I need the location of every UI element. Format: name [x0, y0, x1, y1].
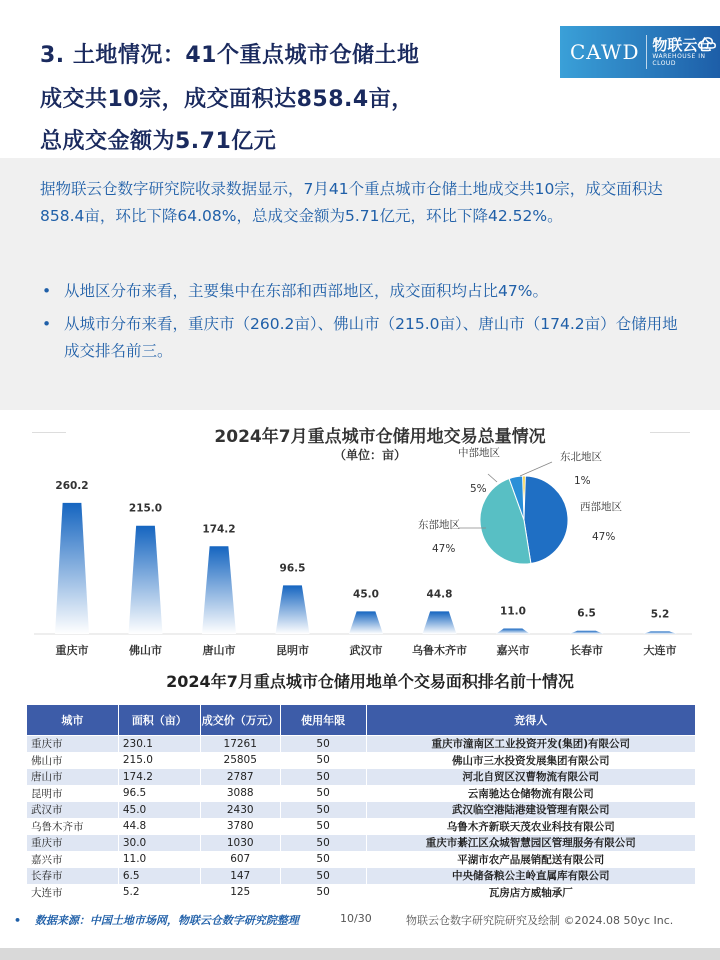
cell-area: 6.5	[118, 868, 200, 885]
cell-city: 乌鲁木齐市	[27, 818, 119, 835]
bar-and-pie-chart	[0, 410, 720, 670]
bar-category-label: 长春市	[570, 644, 603, 657]
cell-price: 3780	[200, 818, 280, 835]
cell-term: 50	[280, 752, 366, 769]
cell-term: 50	[280, 851, 366, 868]
pie-label-name: 东北地区	[560, 451, 602, 463]
page-number: 10/30	[340, 912, 372, 925]
cell-term: 50	[280, 769, 366, 786]
pie-slice-西部地区	[524, 476, 568, 563]
bar-乌鲁木齐市	[423, 611, 457, 634]
summary-paragraph: 据物联云仓数字研究院收录数据显示，7月41个重点城市仓储土地成交共10宗，成交面积达858.4亩，环比下降64.08%，总成交金额为5.71亿元，环比下降42.52%。	[40, 180, 663, 225]
pie-leader-line	[488, 474, 497, 482]
cell-area: 174.2	[118, 769, 200, 786]
logo-brand-sub: WAREHOUSE IN CLOUD	[652, 53, 706, 67]
logo-brand-text: 物联云仓	[652, 36, 713, 54]
chart-area	[0, 410, 720, 670]
cell-winner: 中央储备粮公主岭直属库有限公司	[366, 868, 695, 885]
pie-label-percent: 1%	[574, 475, 591, 487]
chart-unit: （单位：亩）	[333, 448, 406, 462]
bar-value-label: 215.0	[128, 502, 163, 515]
cell-city: 重庆市	[27, 736, 119, 753]
table-row	[27, 769, 696, 786]
table-row	[27, 884, 696, 901]
cell-area: 5.2	[118, 884, 200, 901]
bar-唐山市	[202, 546, 236, 634]
bar-嘉兴市	[496, 628, 530, 634]
cell-winner: 武汉临空港陆港建设管理有限公司	[366, 802, 695, 819]
bar-category-label: 重庆市	[55, 644, 89, 657]
cell-area: 230.1	[118, 736, 200, 753]
bar-value-label: 5.2	[650, 608, 670, 621]
cell-city: 重庆市	[27, 835, 119, 852]
cell-price: 125	[200, 884, 280, 901]
bullet-text: 从城市分布来看，重庆市（260.2亩）、佛山市（215.0亩）、唐山市（174.2亩）仓储用地成交排名前三。	[64, 315, 678, 360]
footer-source-text: 数据来源：中国土地市场网，物联云仓数字研究院整理	[34, 914, 299, 927]
cell-price: 147	[200, 868, 280, 885]
cell-price: 2430	[200, 802, 280, 819]
cell-price: 1030	[200, 835, 280, 852]
cell-city: 嘉兴市	[27, 851, 119, 868]
cell-city: 佛山市	[27, 752, 119, 769]
header-term: 使用年限	[280, 705, 366, 736]
table-header-row	[27, 705, 696, 736]
page-title-line-3: 总成交金额为5.71亿元	[40, 129, 277, 154]
pie-label-percent: 5%	[470, 483, 487, 495]
bar-category-label: 唐山市	[202, 644, 236, 657]
bar-大连市	[643, 631, 677, 634]
cell-winner: 河北自贸区汉曹物流有限公司	[366, 769, 695, 786]
bullet-dot: •	[42, 282, 52, 300]
cell-city: 武汉市	[27, 802, 119, 819]
table-row	[27, 818, 696, 835]
title-area	[0, 0, 720, 158]
table-row	[27, 802, 696, 819]
cell-city: 大连市	[27, 884, 119, 901]
bar-昆明市	[276, 585, 310, 634]
cell-winner: 云南驰达仓储物流有限公司	[366, 785, 695, 802]
bar-武汉市	[349, 611, 383, 634]
cell-term: 50	[280, 802, 366, 819]
bar-category-label: 武汉市	[349, 644, 383, 657]
bar-长春市	[570, 631, 604, 634]
cell-price: 3088	[200, 785, 280, 802]
cell-city: 昆明市	[27, 785, 119, 802]
cell-area: 30.0	[118, 835, 200, 852]
brand-logo	[560, 26, 720, 78]
cell-area: 45.0	[118, 802, 200, 819]
chart-title: 2024年7月重点城市仓储用地交易总量情况	[214, 427, 546, 447]
cell-winner: 瓦房店方威轴承厂	[366, 884, 695, 901]
table-title: 2024年7月重点城市仓储用地单个交易面积排名前十情况	[166, 672, 574, 691]
footer-bullet: •	[14, 914, 22, 927]
pie-label-percent: 47%	[432, 543, 456, 555]
cell-area: 44.8	[118, 818, 200, 835]
pie-label-percent: 47%	[592, 531, 616, 543]
cell-term: 50	[280, 884, 366, 901]
cell-price: 2787	[200, 769, 280, 786]
summary-bullet-1	[40, 278, 680, 305]
pie-label-name: 东部地区	[418, 519, 460, 531]
table-row	[27, 752, 696, 769]
header-winner: 竞得人	[366, 705, 695, 736]
bar-category-label: 大连市	[643, 644, 677, 657]
bottom-band	[0, 948, 720, 960]
bar-重庆市	[55, 503, 89, 634]
table-row	[27, 851, 696, 868]
cell-price: 17261	[200, 736, 280, 753]
cell-winner: 重庆市潼南区工业投资开发(集团)有限公司	[366, 736, 695, 753]
bar-category-label: 嘉兴市	[496, 644, 530, 657]
table-row	[27, 785, 696, 802]
cloud-icon	[698, 36, 716, 50]
cell-winner: 重庆市綦江区众城智慧园区管理服务有限公司	[366, 835, 695, 852]
logo-cawd-text: CAWD	[570, 40, 640, 64]
footer	[0, 908, 720, 930]
bar-value-label: 44.8	[426, 588, 453, 601]
summary-panel	[0, 158, 720, 410]
bar-value-label: 6.5	[577, 607, 596, 620]
cell-winner: 平湖市农产品展销配送有限公司	[366, 851, 695, 868]
summary-bullet-2	[40, 311, 680, 365]
cell-term: 50	[280, 818, 366, 835]
header-area: 面积（亩）	[118, 705, 200, 736]
cell-winner: 乌鲁木齐新联天茂农业科技有限公司	[366, 818, 695, 835]
cell-term: 50	[280, 835, 366, 852]
cell-term: 50	[280, 736, 366, 753]
logo-divider	[646, 35, 647, 69]
bar-value-label: 260.2	[55, 479, 89, 492]
pie-leader-line	[520, 462, 552, 476]
ranking-table	[26, 704, 696, 901]
footer-source	[14, 912, 299, 928]
bar-佛山市	[129, 526, 163, 634]
bullet-dot: •	[42, 315, 52, 333]
bar-value-label: 96.5	[279, 562, 306, 575]
bullet-text: 从地区分布来看，主要集中在东部和西部地区，成交面积均占比47%。	[64, 282, 548, 300]
cell-price: 607	[200, 851, 280, 868]
cell-price: 25805	[200, 752, 280, 769]
table-row	[27, 835, 696, 852]
header-city: 城市	[27, 705, 119, 736]
table-row	[27, 736, 696, 753]
page-title-line-2: 成交共10宗，成交面积达858.4亩，	[40, 87, 414, 112]
cell-area: 215.0	[118, 752, 200, 769]
pie-label-name: 西部地区	[580, 501, 622, 513]
cell-winner: 佛山市三水投资发展集团有限公司	[366, 752, 695, 769]
header-price: 成交价（万元）	[200, 705, 280, 736]
cell-city: 长春市	[27, 868, 119, 885]
cell-term: 50	[280, 868, 366, 885]
bar-category-label: 昆明市	[276, 644, 309, 657]
bar-category-label: 佛山市	[129, 644, 162, 657]
cell-area: 11.0	[118, 851, 200, 868]
page-title-line-1: 3. 土地情况：41个重点城市仓储土地	[40, 43, 420, 68]
cell-term: 50	[280, 785, 366, 802]
table-row	[27, 868, 696, 885]
pie-label-name: 中部地区	[458, 447, 500, 459]
bar-value-label: 11.0	[500, 605, 526, 618]
bar-category-label: 乌鲁木齐市	[412, 644, 467, 657]
bar-value-label: 45.0	[353, 588, 379, 601]
cell-area: 96.5	[118, 785, 200, 802]
bar-value-label: 174.2	[202, 523, 236, 536]
footer-copyright: 物联云仓数字研究院研究及绘制 ©2024.08 50yc Inc.	[406, 914, 674, 927]
cell-city: 唐山市	[27, 769, 119, 786]
